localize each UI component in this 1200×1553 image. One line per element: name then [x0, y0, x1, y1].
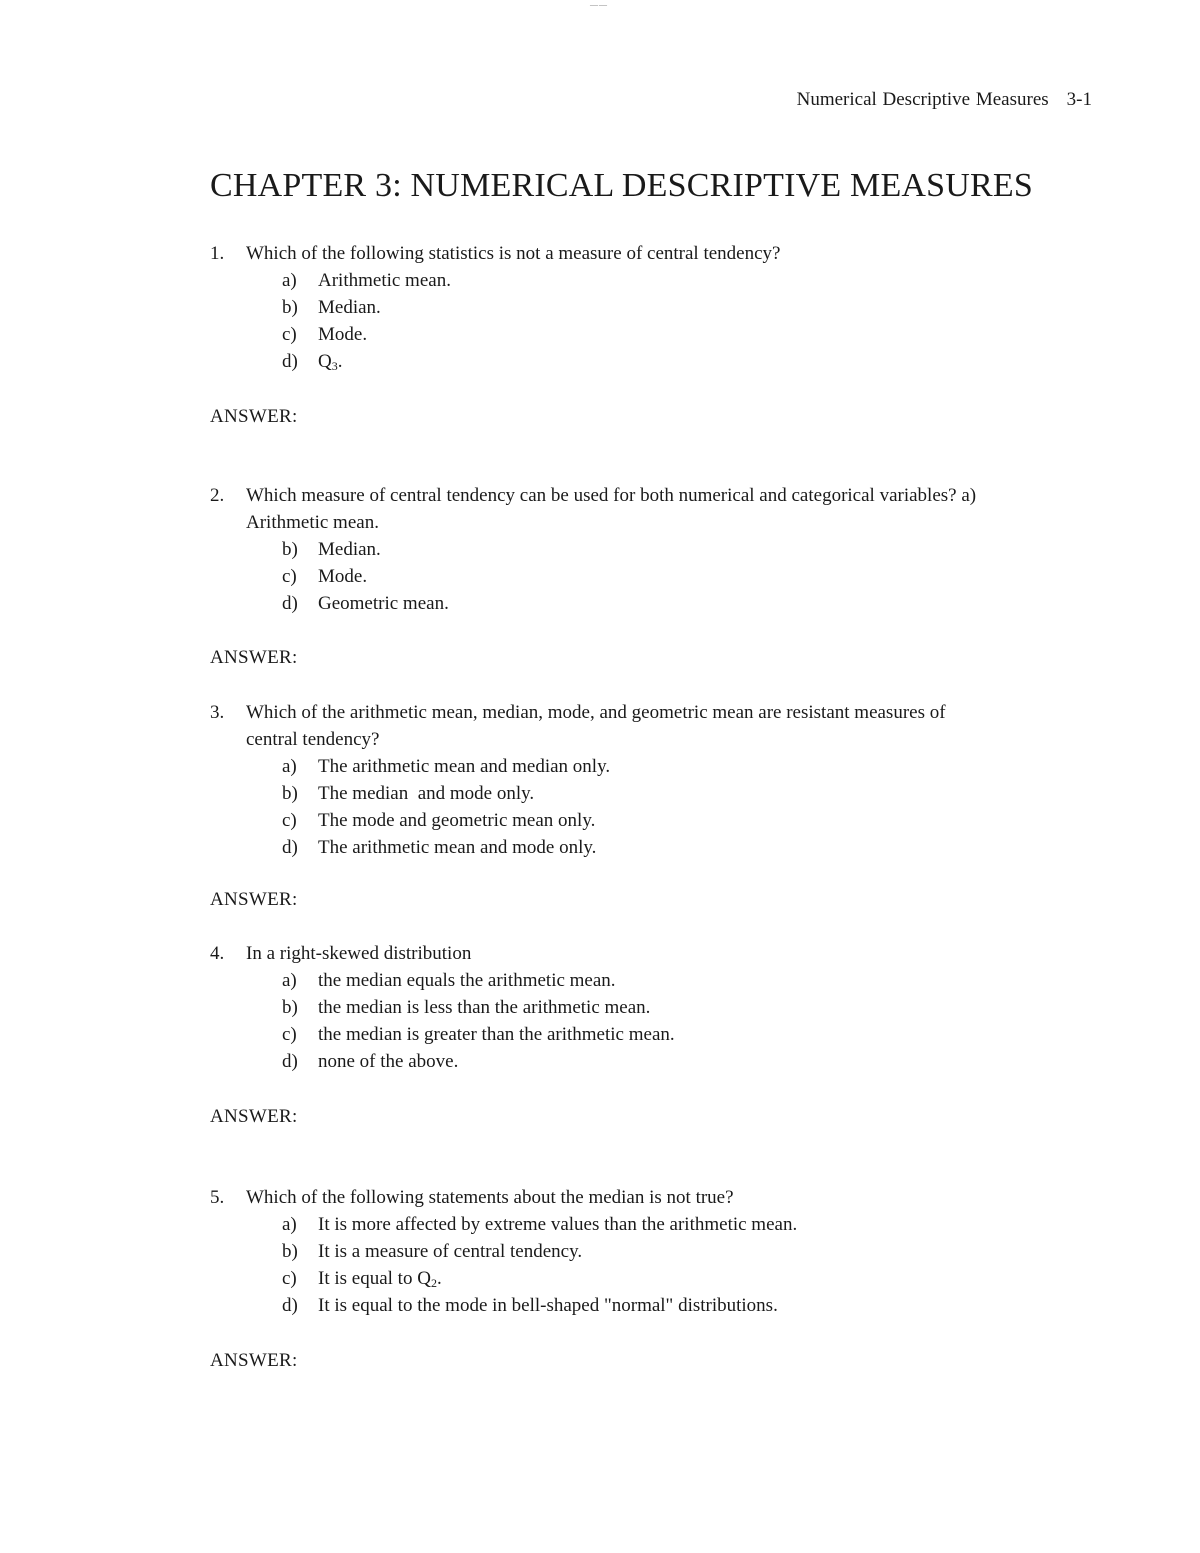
- answer-label-5: ANSWER:: [210, 1350, 298, 1371]
- option-b: [210, 536, 1090, 563]
- option-letter: d): [282, 351, 298, 372]
- option-letter: d): [282, 593, 298, 614]
- option-text: Geometric mean.: [318, 593, 449, 614]
- option-b: [210, 294, 1090, 321]
- question-5-stem: [210, 1184, 1090, 1211]
- question-2: [210, 482, 1090, 617]
- option-list: [210, 1211, 1090, 1319]
- option-letter: c): [282, 566, 297, 587]
- option-c: [210, 1265, 1090, 1292]
- option-text: Mode.: [318, 324, 368, 345]
- option-text: none of the above.: [318, 1051, 459, 1072]
- option-letter: a): [282, 1214, 297, 1235]
- option-text: Q: [318, 351, 332, 372]
- question-3: [210, 699, 1090, 861]
- question-text: Arithmetic mean.: [246, 512, 379, 533]
- answer-label-1: ANSWER:: [210, 406, 298, 427]
- question-number: 4.: [210, 943, 225, 964]
- question-text: Which measure of central tendency can be used for both numerical and categorical variables? a): [246, 485, 977, 506]
- option-text: It is equal to Q: [318, 1268, 431, 1289]
- option-letter: c): [282, 1024, 297, 1045]
- question-2-stem-continued: [210, 509, 1090, 536]
- option-letter: d): [282, 837, 298, 858]
- question-1: [210, 240, 1090, 375]
- option-list: [210, 267, 1090, 375]
- option-text: The arithmetic mean and median only.: [318, 756, 611, 777]
- question-number: 5.: [210, 1187, 225, 1208]
- subscript: 2: [430, 1276, 437, 1290]
- option-letter: c): [282, 810, 297, 831]
- option-a: [210, 267, 1090, 294]
- running-header: [797, 89, 1092, 111]
- option-a: [210, 1211, 1090, 1238]
- option-letter: b): [282, 1241, 298, 1262]
- question-5: [210, 1184, 1090, 1319]
- question-text: central tendency?: [246, 729, 380, 750]
- top-margin-mark: ——: [590, 0, 608, 9]
- option-a: [210, 967, 1090, 994]
- option-list: [210, 536, 1090, 617]
- question-3-stem-continued: [210, 726, 1090, 753]
- question-3-stem: [210, 699, 1090, 726]
- option-d: [210, 348, 1090, 375]
- option-text: the median equals the arithmetic mean.: [318, 970, 616, 991]
- option-c: [210, 563, 1090, 590]
- option-d: [210, 590, 1090, 617]
- option-text: Arithmetic mean.: [318, 270, 451, 291]
- option-letter: a): [282, 970, 297, 991]
- answer-label-2: ANSWER:: [210, 647, 298, 668]
- option-suffix: .: [337, 351, 343, 372]
- question-text: Which of the following statements about the median is not true?: [246, 1187, 734, 1208]
- question-number: 2.: [210, 485, 225, 506]
- option-letter: b): [282, 539, 298, 560]
- option-list: [210, 967, 1090, 1075]
- option-letter: d): [282, 1051, 298, 1072]
- option-letter: c): [282, 324, 297, 345]
- question-1-stem: [210, 240, 1090, 267]
- option-letter: a): [282, 270, 297, 291]
- option-letter: b): [282, 783, 298, 804]
- option-text: Median.: [318, 297, 381, 318]
- option-b: [210, 994, 1090, 1021]
- option-letter: c): [282, 1268, 297, 1289]
- option-suffix: .: [436, 1268, 442, 1289]
- page-number: 3-1: [1066, 89, 1092, 110]
- option-text: It is more affected by extreme values than the arithmetic mean.: [318, 1214, 798, 1235]
- option-text: It is equal to the mode in bell-shaped "normal" distributions.: [318, 1295, 778, 1316]
- question-number: 1.: [210, 243, 225, 264]
- option-text: Median.: [318, 539, 381, 560]
- option-a: [210, 753, 1090, 780]
- answer-label-4: ANSWER:: [210, 1106, 298, 1127]
- subscript: 3: [331, 359, 338, 373]
- answer-label-3: ANSWER:: [210, 889, 298, 910]
- option-text: The mode and geometric mean only.: [318, 810, 596, 831]
- option-text: It is a measure of central tendency.: [318, 1241, 583, 1262]
- chapter-title: CHAPTER 3: NUMERICAL DESCRIPTIVE MEASURES: [210, 167, 1034, 204]
- option-d: [210, 1292, 1090, 1319]
- option-letter: b): [282, 997, 298, 1018]
- option-c: [210, 1021, 1090, 1048]
- option-text: the median is less than the arithmetic mean.: [318, 997, 651, 1018]
- option-letter: b): [282, 297, 298, 318]
- option-list: [210, 753, 1090, 861]
- option-d: [210, 1048, 1090, 1075]
- question-4-stem: [210, 940, 1090, 967]
- option-text: The median and mode only.: [318, 783, 535, 804]
- question-4: [210, 940, 1090, 1075]
- question-text: Which of the arithmetic mean, median, mode, and geometric mean are resistant measures of: [246, 702, 946, 723]
- option-c: [210, 321, 1090, 348]
- option-b: [210, 1238, 1090, 1265]
- option-text: the median is greater than the arithmetic mean.: [318, 1024, 675, 1045]
- question-text: Which of the following statistics is not a measure of central tendency?: [246, 243, 781, 264]
- option-d: [210, 834, 1090, 861]
- question-2-stem: [210, 482, 1090, 509]
- question-text: In a right-skewed distribution: [246, 943, 472, 964]
- option-text: Mode.: [318, 566, 368, 587]
- option-b: [210, 780, 1090, 807]
- option-text: The arithmetic mean and mode only.: [318, 837, 597, 858]
- option-letter: d): [282, 1295, 298, 1316]
- option-c: [210, 807, 1090, 834]
- running-header-title: Numerical Descriptive Measures: [796, 89, 1049, 110]
- option-letter: a): [282, 756, 297, 777]
- question-number: 3.: [210, 702, 225, 723]
